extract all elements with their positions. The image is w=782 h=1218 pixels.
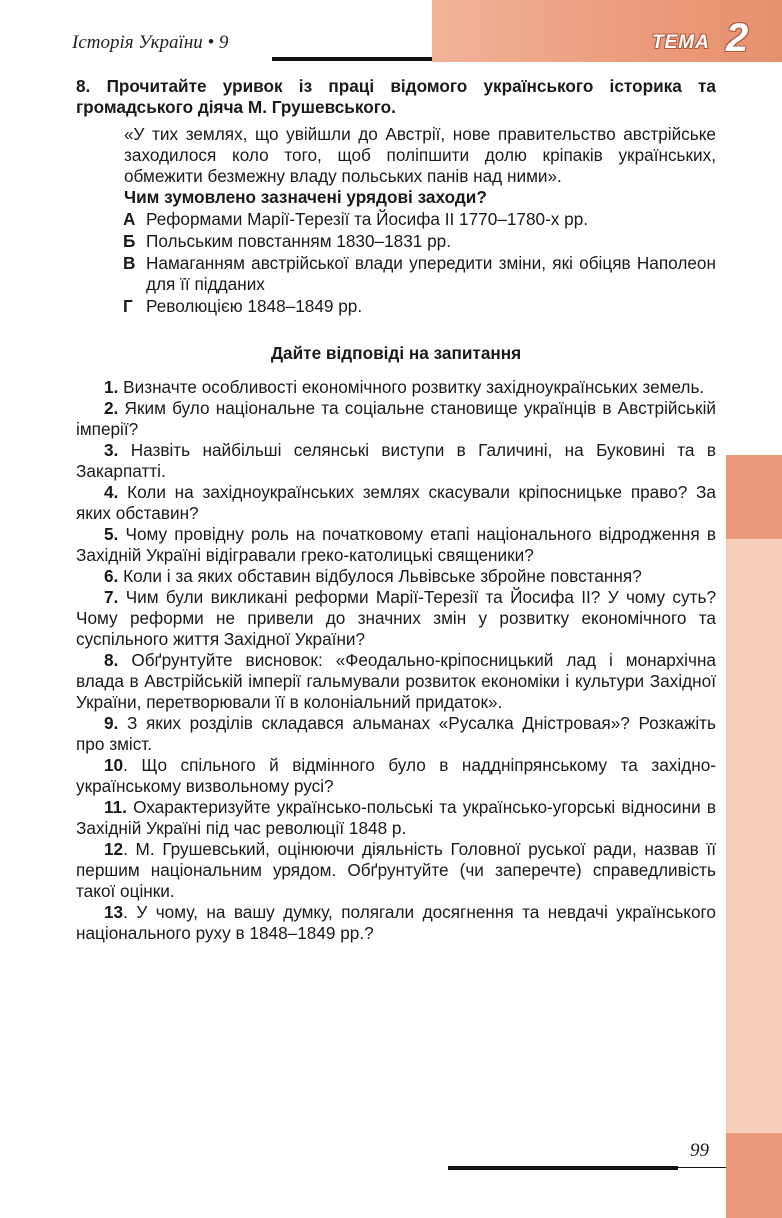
question-text: . М. Грушевський, оцінюючи діяльність Головної руської ради, назвав її першим національним урядом. Обґрунтуйте (чи заперечте) справедливість такої оцінки.	[76, 839, 716, 901]
task-text: Прочитайте уривок із праці відомого українського історика та громадського діяча М. Грушевського.	[76, 76, 716, 117]
question-number: 6.	[104, 566, 119, 586]
option-letter: Б	[123, 231, 136, 251]
question-item	[76, 377, 716, 398]
question-text: Яким було національне та соціальне становище українців в Австрійській імперії?	[76, 398, 716, 439]
task-question: Чим зумовлено зазначені урядові заходи?	[124, 187, 487, 207]
footer-rule-thin	[678, 1167, 726, 1168]
header-rule	[272, 57, 442, 61]
question-number: 1.	[104, 377, 119, 397]
question-text: Чим були викликані реформи Марії-Терезії та Йосифа II? У чому суть? Чому реформи не привели до значних змін у розвитку економічного та суспільного життя Західної України?	[76, 587, 716, 649]
option-letter: Г	[123, 296, 133, 316]
option-b	[76, 231, 716, 252]
question-item	[76, 482, 716, 524]
question-item	[76, 902, 716, 944]
question-number: 13	[104, 902, 124, 922]
question-text: . У чому, на вашу думку, полягали досягнення та невдачі українського національного руху в 1848–1849 рр.?	[76, 902, 716, 943]
question-number: 11.	[104, 797, 127, 817]
book-title: Історія України • 9	[72, 32, 229, 53]
option-a	[76, 209, 716, 230]
page-number: 99	[690, 1140, 709, 1161]
option-letter: В	[123, 253, 136, 273]
option-text: Революцією 1848–1849 рр.	[146, 296, 363, 316]
question-number: 10	[104, 755, 124, 775]
question-item	[76, 566, 716, 587]
question-number: 9.	[104, 713, 119, 733]
side-tab-middle	[726, 539, 782, 1133]
option-v	[76, 253, 716, 295]
question-number: 8.	[104, 650, 119, 670]
question-text: . Що спільного й відмінного було в наддніпрянському та західноукраїнському визвольному русі?	[76, 755, 716, 796]
option-text: Намаганням австрійської влади упередити зміни, які обіцяв Наполеон для її підданих	[146, 253, 716, 294]
question-number: 12	[104, 839, 124, 859]
topic-number: 2	[726, 16, 749, 60]
question-text: Обґрунтуйте висновок: «Феодально-кріпосницький лад і монархічна влада в Австрійській імперії гальмували розвиток економіки і культури Західної України, перетворювали її в колоніальний придаток».	[76, 650, 716, 712]
option-letter: А	[123, 209, 136, 229]
question-text: Чому провідну роль на початковому етапі національного відродження в Західній Україні відігравали греко-католицькі священики?	[76, 524, 716, 565]
quote: «У тих землях, що увійшли до Австрії, нове правительство австрійське заходилося коло того, щоб поліпшити долю кріпаків українських, обмежити безмежну владу польських панів над ними».	[124, 124, 716, 186]
question-item	[76, 524, 716, 566]
question-item	[76, 713, 716, 755]
question-number: 5.	[104, 524, 119, 544]
question-text: Коли і за яких обставин відбулося Львівське збройне повстання?	[123, 566, 642, 586]
task-8-prompt	[76, 76, 716, 118]
question-text: Охарактеризуйте українсько-польські та українсько-угорські відносини в Західній Україні під час революції 1848 р.	[76, 797, 716, 838]
question-number: 3.	[104, 440, 119, 460]
question-number: 4.	[104, 482, 119, 502]
question-text: Визначте особливості економічного розвитку західноукраїнських земель.	[123, 377, 705, 397]
option-text: Реформами Марії-Терезії та Йосифа II 1770–1780-х рр.	[146, 209, 589, 229]
side-tab-top	[726, 455, 782, 539]
question-item	[76, 587, 716, 650]
option-g	[76, 296, 716, 317]
question-item	[76, 839, 716, 902]
question-item	[76, 755, 716, 797]
question-item	[76, 398, 716, 440]
option-text: Польським повстанням 1830–1831 рр.	[146, 231, 451, 251]
question-text: Назвіть найбільші селянські виступи в Галичині, на Буковині та в Закарпатті.	[76, 440, 716, 481]
question-text: Коли на західноукраїнських землях скасували кріпосницьке право? За яких обставин?	[76, 482, 716, 523]
question-text: З яких розділів складався альманах «Русалка Дністровая»? Розкажіть про зміст.	[76, 713, 716, 754]
question-number: 2.	[104, 398, 119, 418]
question-item	[76, 797, 716, 839]
footer-rule	[448, 1166, 678, 1170]
question-item	[76, 440, 716, 482]
question-number: 7.	[104, 587, 119, 607]
page-content	[76, 76, 716, 944]
question-item	[76, 650, 716, 713]
side-tab-bottom	[726, 1133, 782, 1218]
topic-label: ТЕМА	[652, 32, 710, 53]
section-heading: Дайте відповіді на запитання	[270, 343, 522, 363]
task-number: 8.	[76, 76, 91, 96]
